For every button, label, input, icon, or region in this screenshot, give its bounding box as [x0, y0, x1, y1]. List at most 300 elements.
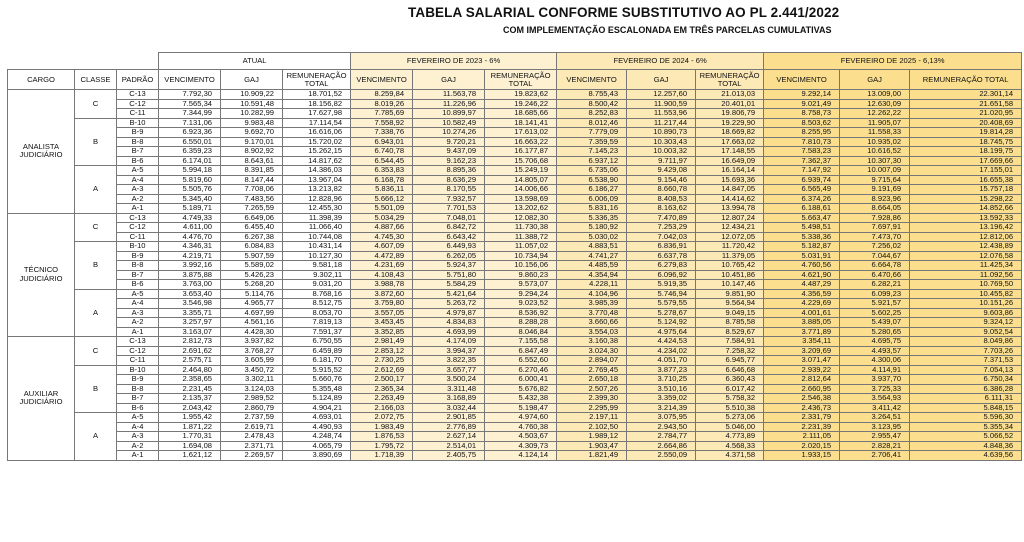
value-cell: 5.345,40	[159, 194, 221, 204]
value-cell: 18.701,52	[283, 90, 351, 100]
padrao-cell: B-8	[117, 137, 159, 147]
value-cell: 7.344,99	[159, 109, 221, 119]
table-row	[8, 118, 1022, 128]
value-cell: 16.616,06	[283, 128, 351, 138]
padrao-cell: C-12	[117, 99, 159, 109]
value-cell: 5.831,16	[557, 204, 627, 214]
value-cell: 6.270,46	[485, 365, 557, 375]
value-cell: 4.485,59	[557, 261, 627, 271]
padrao-cell: B-6	[117, 403, 159, 413]
header-remuneracao: REMUNERAÇÃO TOTAL	[283, 70, 351, 90]
value-cell: 7.697,91	[840, 223, 910, 233]
value-cell: 4.424,53	[627, 337, 696, 347]
value-cell: 8.163,62	[627, 204, 696, 214]
value-cell: 3.771,89	[764, 327, 840, 337]
value-cell: 9.851,90	[696, 289, 764, 299]
value-cell: 7.256,02	[840, 242, 910, 252]
value-cell: 2.500,17	[351, 375, 413, 385]
value-cell: 10.156,06	[485, 261, 557, 271]
period-feb-2025: FEVEREIRO DE 2025 - 6,13%	[764, 53, 1022, 70]
value-cell: 8.252,83	[557, 109, 627, 119]
value-cell: 4.848,36	[910, 441, 1022, 451]
value-cell: 2.371,71	[221, 441, 283, 451]
value-cell: 9.292,14	[764, 90, 840, 100]
value-cell: 9.154,46	[627, 175, 696, 185]
table-row	[8, 308, 1022, 318]
value-cell: 9.437,09	[413, 147, 485, 157]
value-cell: 17.148,55	[696, 147, 764, 157]
value-cell: 2.331,79	[764, 413, 840, 423]
padrao-cell: B-9	[117, 251, 159, 261]
padrao-cell: A-2	[117, 318, 159, 328]
value-cell: 2.464,80	[159, 365, 221, 375]
value-cell: 12.262,22	[840, 109, 910, 119]
value-cell: 1.718,39	[351, 451, 413, 461]
value-cell: 2.072,75	[351, 413, 413, 423]
value-cell: 17.155,01	[910, 166, 1022, 176]
table-row	[8, 213, 1022, 223]
value-cell: 7.779,09	[557, 128, 627, 138]
value-cell: 5.182,87	[764, 242, 840, 252]
value-cell: 2.365,34	[351, 384, 413, 394]
value-cell: 5.273,06	[696, 413, 764, 423]
value-cell: 4.472,89	[351, 251, 413, 261]
value-cell: 3.937,70	[840, 375, 910, 385]
padrao-cell: C-13	[117, 90, 159, 100]
value-cell: 7.044,67	[840, 251, 910, 261]
value-cell: 8.664,05	[840, 204, 910, 214]
value-cell: 3.071,47	[764, 356, 840, 366]
value-cell: 5.758,32	[696, 394, 764, 404]
value-cell: 2.478,43	[221, 432, 283, 442]
value-cell: 4.371,58	[696, 451, 764, 461]
value-cell: 11.563,78	[413, 90, 485, 100]
value-cell: 12.812,06	[910, 232, 1022, 242]
value-cell: 4.476,70	[159, 232, 221, 242]
value-cell: 11.425,34	[910, 261, 1022, 271]
value-cell: 5.439,07	[840, 318, 910, 328]
value-cell: 6.174,01	[159, 156, 221, 166]
value-cell: 8.643,61	[221, 156, 283, 166]
value-cell: 7.147,92	[764, 166, 840, 176]
value-cell: 6.943,01	[351, 137, 413, 147]
period-atual: ATUAL	[159, 53, 351, 70]
padrao-cell: C-11	[117, 232, 159, 242]
value-cell: 3.160,38	[557, 337, 627, 347]
value-cell: 18.199,75	[910, 147, 1022, 157]
value-cell: 16.164,14	[696, 166, 764, 176]
value-cell: 4.248,74	[283, 432, 351, 442]
value-cell: 8.408,53	[627, 194, 696, 204]
table-row	[8, 99, 1022, 109]
table-row	[8, 451, 1022, 461]
value-cell: 10.582,49	[413, 118, 485, 128]
value-cell: 12.828,96	[283, 194, 351, 204]
value-cell: 5.031,91	[764, 251, 840, 261]
value-cell: 6.017,42	[696, 384, 764, 394]
value-cell: 5.676,82	[485, 384, 557, 394]
value-cell: 8.012,46	[557, 118, 627, 128]
value-cell: 2.860,79	[221, 403, 283, 413]
value-cell: 9.692,70	[221, 128, 283, 138]
value-cell: 7.819,13	[283, 318, 351, 328]
header-vencimento: VENCIMENTO	[764, 70, 840, 90]
value-cell: 22.301,14	[910, 90, 1022, 100]
value-cell: 3.032,44	[413, 403, 485, 413]
value-cell: 5.268,20	[221, 280, 283, 290]
value-cell: 4.760,38	[485, 422, 557, 432]
table-row	[8, 403, 1022, 413]
value-cell: 4.124,14	[485, 451, 557, 461]
value-cell: 10.765,42	[696, 261, 764, 271]
value-cell: 8.758,73	[764, 109, 840, 119]
value-cell: 14.805,07	[485, 175, 557, 185]
value-cell: 4.174,09	[413, 337, 485, 347]
value-cell: 8.053,70	[283, 308, 351, 318]
value-cell: 5.751,80	[413, 270, 485, 280]
value-cell: 8.147,44	[221, 175, 283, 185]
value-cell: 11.057,02	[485, 242, 557, 252]
header-cargo: CARGO	[8, 70, 75, 90]
value-cell: 8.902,92	[221, 147, 283, 157]
header-remuneracao: REMUNERAÇÃO TOTAL	[910, 70, 1022, 90]
table-row	[8, 356, 1022, 366]
value-cell: 1.795,72	[351, 441, 413, 451]
value-cell: 9.052,54	[910, 327, 1022, 337]
value-cell: 3.075,95	[627, 413, 696, 423]
value-cell: 12.438,89	[910, 242, 1022, 252]
value-cell: 3.123,95	[840, 422, 910, 432]
value-cell: 9.023,52	[485, 299, 557, 309]
value-cell: 16.649,09	[696, 156, 764, 166]
value-cell: 3.872,60	[351, 289, 413, 299]
value-cell: 8.529,67	[696, 327, 764, 337]
value-cell: 3.768,27	[221, 346, 283, 356]
table-row	[8, 261, 1022, 271]
value-cell: 2.043,42	[159, 403, 221, 413]
value-cell: 6.262,05	[413, 251, 485, 261]
value-cell: 2.776,89	[413, 422, 485, 432]
value-cell: 5.663,47	[764, 213, 840, 223]
header-gaj: GAJ	[840, 70, 910, 90]
padrao-cell: B-10	[117, 365, 159, 375]
value-cell: 14.847,05	[696, 185, 764, 195]
value-cell: 7.253,29	[627, 223, 696, 233]
table-row	[8, 90, 1022, 100]
value-cell: 9.581,18	[283, 261, 351, 271]
value-cell: 11.217,44	[627, 118, 696, 128]
value-cell: 2.111,05	[764, 432, 840, 442]
value-cell: 11.379,05	[696, 251, 764, 261]
value-cell: 2.664,86	[627, 441, 696, 451]
value-cell: 6.455,40	[221, 223, 283, 233]
table-row	[8, 156, 1022, 166]
value-cell: 1.983,49	[351, 422, 413, 432]
value-cell: 6.750,34	[910, 375, 1022, 385]
value-cell: 11.905,07	[840, 118, 910, 128]
value-cell: 6.637,78	[627, 251, 696, 261]
cargo-cell: AUXILIAR JUDICIÁRIO	[8, 337, 75, 461]
value-cell: 2.269,57	[221, 451, 283, 461]
value-cell: 3.124,03	[221, 384, 283, 394]
value-cell: 3.985,39	[557, 299, 627, 309]
value-cell: 2.939,22	[764, 365, 840, 375]
period-feb-2024: FEVEREIRO DE 2024 - 6%	[557, 53, 764, 70]
value-cell: 11.720,42	[696, 242, 764, 252]
value-cell: 7.470,89	[627, 213, 696, 223]
value-cell: 16.177,87	[485, 147, 557, 157]
value-cell: 9.324,12	[910, 318, 1022, 328]
value-cell: 5.066,52	[910, 432, 1022, 442]
value-cell: 4.883,51	[557, 242, 627, 252]
value-cell: 4.487,29	[764, 280, 840, 290]
padrao-cell: A-5	[117, 289, 159, 299]
value-cell: 4.051,70	[627, 356, 696, 366]
value-cell: 10.890,73	[627, 128, 696, 138]
header-gaj: GAJ	[221, 70, 283, 90]
value-cell: 3.163,07	[159, 327, 221, 337]
value-cell: 9.711,97	[627, 156, 696, 166]
value-cell: 4.979,87	[413, 308, 485, 318]
value-cell: 15.249,19	[485, 166, 557, 176]
value-cell: 13.994,78	[696, 204, 764, 214]
value-cell: 20.408,69	[910, 118, 1022, 128]
value-cell: 7.558,92	[351, 118, 413, 128]
value-cell: 21.020,95	[910, 109, 1022, 119]
value-cell: 3.500,24	[413, 375, 485, 385]
value-cell: 4.108,43	[351, 270, 413, 280]
value-cell: 7.565,34	[159, 99, 221, 109]
value-cell: 1.876,53	[351, 432, 413, 442]
value-cell: 6.937,12	[557, 156, 627, 166]
value-cell: 6.664,78	[840, 261, 910, 271]
value-cell: 6.084,83	[221, 242, 283, 252]
value-cell: 13.009,00	[840, 90, 910, 100]
value-cell: 9.049,15	[696, 308, 764, 318]
value-cell: 8.768,16	[283, 289, 351, 299]
value-cell: 6.735,06	[557, 166, 627, 176]
value-cell: 7.054,13	[910, 365, 1022, 375]
value-cell: 2.263,49	[351, 394, 413, 404]
header-vencimento: VENCIMENTO	[159, 70, 221, 90]
value-cell: 4.219,71	[159, 251, 221, 261]
value-cell: 5.579,55	[627, 299, 696, 309]
table-row	[8, 194, 1022, 204]
cargo-cell: ANALISTA JUDICIÁRIO	[8, 90, 75, 214]
value-cell: 10.003,32	[627, 147, 696, 157]
value-cell: 16.655,38	[910, 175, 1022, 185]
value-cell: 3.214,39	[627, 403, 696, 413]
value-cell: 6.646,68	[696, 365, 764, 375]
table-row	[8, 422, 1022, 432]
value-cell: 3.554,03	[557, 327, 627, 337]
value-cell: 8.785,58	[696, 318, 764, 328]
value-cell: 4.741,27	[557, 251, 627, 261]
value-cell: 4.974,60	[485, 413, 557, 423]
header-gaj: GAJ	[413, 70, 485, 90]
value-cell: 5.596,30	[910, 413, 1022, 423]
value-cell: 2.135,37	[159, 394, 221, 404]
value-cell: 10.274,26	[413, 128, 485, 138]
padrao-cell: A-2	[117, 194, 159, 204]
value-cell: 7.792,30	[159, 90, 221, 100]
value-cell: 2.955,47	[840, 432, 910, 442]
value-cell: 10.147,46	[696, 280, 764, 290]
value-cell: 5.278,67	[627, 308, 696, 318]
value-cell: 19.823,62	[485, 90, 557, 100]
table-row	[8, 223, 1022, 233]
padrao-cell: C-13	[117, 213, 159, 223]
padrao-cell: C-13	[117, 337, 159, 347]
value-cell: 5.263,72	[413, 299, 485, 309]
value-cell: 7.042,03	[627, 232, 696, 242]
value-cell: 2.295,99	[557, 403, 627, 413]
value-cell: 17.114,54	[283, 118, 351, 128]
value-cell: 5.498,51	[764, 223, 840, 233]
value-cell: 13.196,42	[910, 223, 1022, 233]
table-row	[8, 441, 1022, 451]
value-cell: 7.708,06	[221, 185, 283, 195]
header-padrao: PADRÃO	[117, 70, 159, 90]
value-cell: 1.989,12	[557, 432, 627, 442]
header-remuneracao: REMUNERAÇÃO TOTAL	[696, 70, 764, 90]
value-cell: 1.621,12	[159, 451, 221, 461]
value-cell: 5.584,29	[413, 280, 485, 290]
value-cell: 4.234,02	[627, 346, 696, 356]
value-cell: 6.188,61	[764, 204, 840, 214]
value-cell: 4.493,57	[840, 346, 910, 356]
value-cell: 19.246,22	[485, 99, 557, 109]
value-cell: 7.583,23	[764, 147, 840, 157]
value-cell: 9.294,24	[485, 289, 557, 299]
value-cell: 5.180,92	[557, 223, 627, 233]
padrao-cell: B-6	[117, 280, 159, 290]
value-cell: 2.812,64	[764, 375, 840, 385]
value-cell: 7.048,01	[413, 213, 485, 223]
value-cell: 10.282,99	[221, 109, 283, 119]
page-title: TABELA SALARIAL CONFORME SUBSTITUTIVO AO PL 2.441/2022	[408, 5, 840, 20]
value-cell: 8.923,96	[840, 194, 910, 204]
padrao-cell: A-3	[117, 308, 159, 318]
value-cell: 10.744,08	[283, 232, 351, 242]
value-cell: 3.763,00	[159, 280, 221, 290]
classe-cell: C	[75, 213, 117, 242]
value-cell: 13.967,04	[283, 175, 351, 185]
value-cell: 5.426,23	[221, 270, 283, 280]
value-cell: 4.621,90	[764, 270, 840, 280]
table-body	[8, 90, 1022, 461]
value-cell: 2.399,30	[557, 394, 627, 404]
value-cell: 3.822,35	[413, 356, 485, 366]
value-cell: 6.353,83	[351, 166, 413, 176]
value-cell: 5.819,60	[159, 175, 221, 185]
value-cell: 7.265,59	[221, 204, 283, 214]
value-cell: 3.450,72	[221, 365, 283, 375]
value-cell: 6.842,72	[413, 223, 485, 233]
value-cell: 9.021,49	[764, 99, 840, 109]
value-cell: 2.650,18	[557, 375, 627, 385]
padrao-cell: C-11	[117, 109, 159, 119]
header-vencimento: VENCIMENTO	[557, 70, 627, 90]
value-cell: 6.168,78	[351, 175, 413, 185]
value-cell: 6.544,45	[351, 156, 413, 166]
value-cell: 2.989,52	[221, 394, 283, 404]
value-cell: 3.890,69	[283, 451, 351, 461]
table-row	[8, 232, 1022, 242]
value-cell: 17.627,98	[283, 109, 351, 119]
value-cell: 4.695,75	[840, 337, 910, 347]
value-cell: 5.338,36	[764, 232, 840, 242]
value-cell: 2.514,01	[413, 441, 485, 451]
header-gaj: GAJ	[627, 70, 696, 90]
value-cell: 7.928,86	[840, 213, 910, 223]
value-cell: 4.309,73	[485, 441, 557, 451]
table-row	[8, 289, 1022, 299]
value-cell: 2.436,73	[764, 403, 840, 413]
header-vencimento: VENCIMENTO	[351, 70, 413, 90]
value-cell: 6.359,23	[159, 147, 221, 157]
value-cell: 8.636,29	[413, 175, 485, 185]
table-row	[8, 337, 1022, 347]
value-cell: 4.693,01	[283, 413, 351, 423]
value-cell: 8.500,42	[557, 99, 627, 109]
value-cell: 7.145,23	[557, 147, 627, 157]
value-cell: 2.627,14	[413, 432, 485, 442]
value-cell: 4.001,61	[764, 308, 840, 318]
value-cell: 15.720,02	[283, 137, 351, 147]
value-cell: 3.355,71	[159, 308, 221, 318]
value-cell: 5.589,02	[221, 261, 283, 271]
value-cell: 5.046,00	[696, 422, 764, 432]
value-cell: 4.887,66	[351, 223, 413, 233]
padrao-cell: A-5	[117, 413, 159, 423]
classe-cell: A	[75, 166, 117, 214]
value-cell: 12.076,58	[910, 251, 1022, 261]
value-cell: 10.935,02	[840, 137, 910, 147]
value-cell: 8.895,36	[413, 166, 485, 176]
value-cell: 15.706,68	[485, 156, 557, 166]
value-cell: 3.453,45	[351, 318, 413, 328]
value-cell: 3.605,99	[221, 356, 283, 366]
value-cell: 4.697,99	[221, 308, 283, 318]
table-row	[8, 128, 1022, 138]
value-cell: 7.701,53	[413, 204, 485, 214]
value-cell: 5.848,15	[910, 403, 1022, 413]
padrao-cell: B-8	[117, 261, 159, 271]
value-cell: 2.901,85	[413, 413, 485, 423]
value-cell: 11.092,56	[910, 270, 1022, 280]
value-cell: 3.302,11	[221, 375, 283, 385]
value-cell: 10.909,22	[221, 90, 283, 100]
value-cell: 4.231,69	[351, 261, 413, 271]
value-cell: 3.168,89	[413, 394, 485, 404]
value-cell: 5.034,29	[351, 213, 413, 223]
value-cell: 4.639,56	[910, 451, 1022, 461]
value-cell: 2.828,21	[840, 441, 910, 451]
value-cell: 1.871,22	[159, 422, 221, 432]
table-row	[8, 413, 1022, 423]
header-remuneracao: REMUNERAÇÃO TOTAL	[485, 70, 557, 90]
value-cell: 3.992,16	[159, 261, 221, 271]
value-cell: 6.470,66	[840, 270, 910, 280]
value-cell: 9.162,23	[413, 156, 485, 166]
value-cell: 15.757,18	[910, 185, 1022, 195]
value-cell: 4.693,99	[413, 327, 485, 337]
value-cell: 7.785,69	[351, 109, 413, 119]
value-cell: 7.371,53	[910, 356, 1022, 366]
value-cell: 4.300,06	[840, 356, 910, 366]
value-cell: 3.657,77	[413, 365, 485, 375]
